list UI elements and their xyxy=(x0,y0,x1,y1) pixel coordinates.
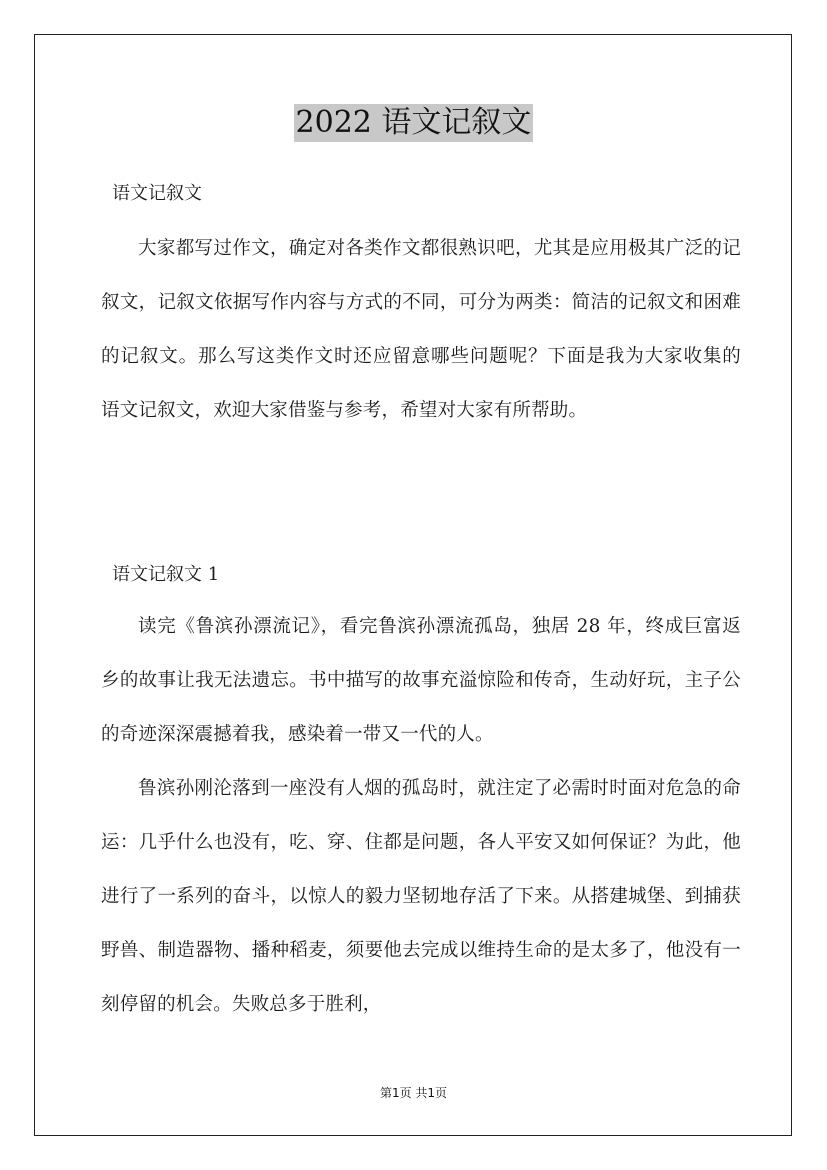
section1-paragraph-1: 读完《鲁滨孙漂流记》，看完鲁滨孙漂流孤岛，独居 28 年，终成巨富返乡的故事让我无法遗忘。书中描写的故事充溢惊险和传奇，生动好玩，主子公的奇迹深深震撼着我，感染着一带又一代的人。 xyxy=(101,616,741,745)
intro-paragraph: 大家都写过作文，确定对各类作文都很熟识吧，尤其是应用极其广泛的记叙文，记叙文依据写作内容与方式的不同，可分为两类：简洁的记叙文和困难的记叙文。那么写这类作文时还应留意哪些问题呢？下面是我为大家收集的 语文记叙文，欢迎大家借鉴与参考，希望对大家有所帮助。 xyxy=(101,238,741,421)
page-footer: 第1页 共1页 xyxy=(379,1086,448,1100)
main-heading: 语文记叙文 xyxy=(112,183,202,204)
section1-paragraph-2: 鲁滨孙刚沦落到一座没有人烟的孤岛时，就注定了必需时时面对危急的命运：几乎什么也没有，吃、穿、住都是问题，各人平安又如何保证？为此，他进行了一系列的奋斗，以惊人的毅力坚韧地存活了下来。从搭建城堡、到捕获野兽、制造器物、播种稻麦，须要他去完成以维持生命的是太多了，他没有一刻停留的机会。失败总多于胜利， xyxy=(101,778,741,1015)
section-heading-1: 语文记叙文 1 xyxy=(112,564,220,585)
document-title: 2022 语文记叙文 xyxy=(295,105,532,140)
title-container xyxy=(0,104,827,142)
